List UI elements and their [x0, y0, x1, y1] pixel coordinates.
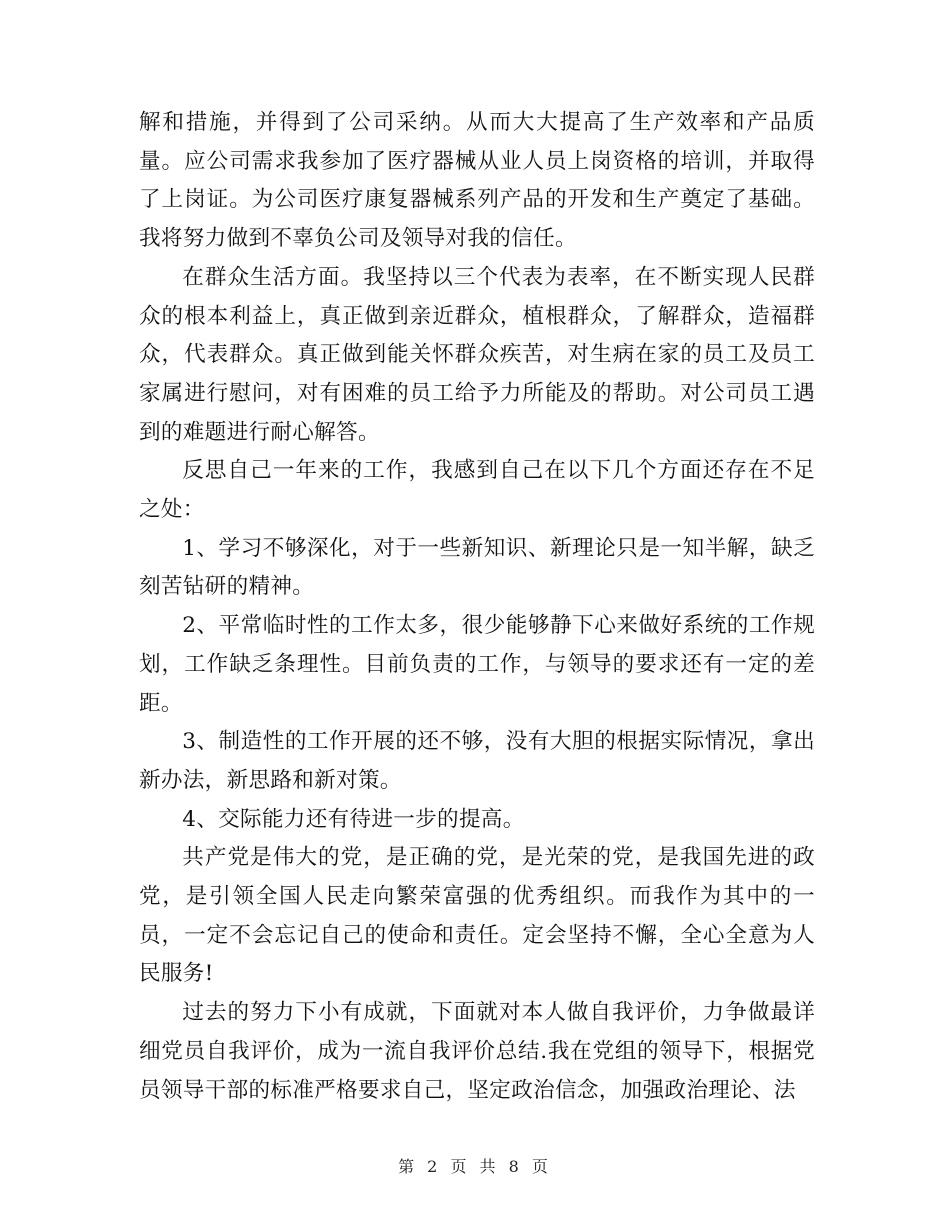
page-number-footer: 第 2 页 共 8 页 [398, 1157, 552, 1176]
paragraph-3: 反思自己一年来的工作，我感到自己在以下几个方面还存在不足之处： [139, 458, 815, 523]
paragraph-2: 在群众生活方面。我坚持以三个代表为表率，在不断实现人民群众的根本利益上，真正做到亲近群众，植根群众，了解群众，造福群众，代表群众。真正做到能关怀群众疾苦，对生病在家的员工及员工家属进行慰问，对有困难的员工给予力所能及的帮助。对公司员工遇到的难题进行耐心解答。 [139, 264, 815, 445]
paragraph-9: 过去的努力下小有成就，下面就对本人做自我评价，力争做最详细党员自我评价，成为一流自我评价总结.我在党组的领导下，根据党员领导干部的标准严格要求自己，坚定政治信念，加强政治理论、法 [139, 1000, 815, 1103]
paragraph-5: 2、平常临时性的工作太多，很少能够静下心来做好系统的工作规划，工作缺乏条理性。目前负责的工作，与领导的要求还有一定的差距。 [139, 613, 815, 716]
paragraph-8: 共产党是伟大的党，是正确的党，是光荣的党，是我国先进的政党，是引领全国人民走向繁荣富强的优秀组织。而我作为其中的一员，一定不会忘记自己的使命和责任。定会坚持不懈，全心全意为人民服务! [139, 845, 815, 987]
paragraph-6: 3、制造性的工作开展的还不够，没有大胆的根据实际情况，拿出新办法，新思路和新对策。 [139, 729, 815, 793]
document-body [139, 104, 815, 1110]
paragraph-4: 1、学习不够深化，对于一些新知识、新理论只是一知半解，缺乏刻苦钻研的精神。 [139, 535, 815, 600]
paragraph-7: 4、交际能力还有待进一步的提高。 [182, 806, 525, 832]
paragraph-1: 解和措施，并得到了公司采纳。从而大大提高了生产效率和产品质量。应公司需求我参加了医疗器械从业人员上岗资格的培训，并取得了上岗证。为公司医疗康复器械系列产品的开发和生产奠定了基础。我将努力做到不辜负公司及领导对我的信任。 [139, 110, 815, 252]
